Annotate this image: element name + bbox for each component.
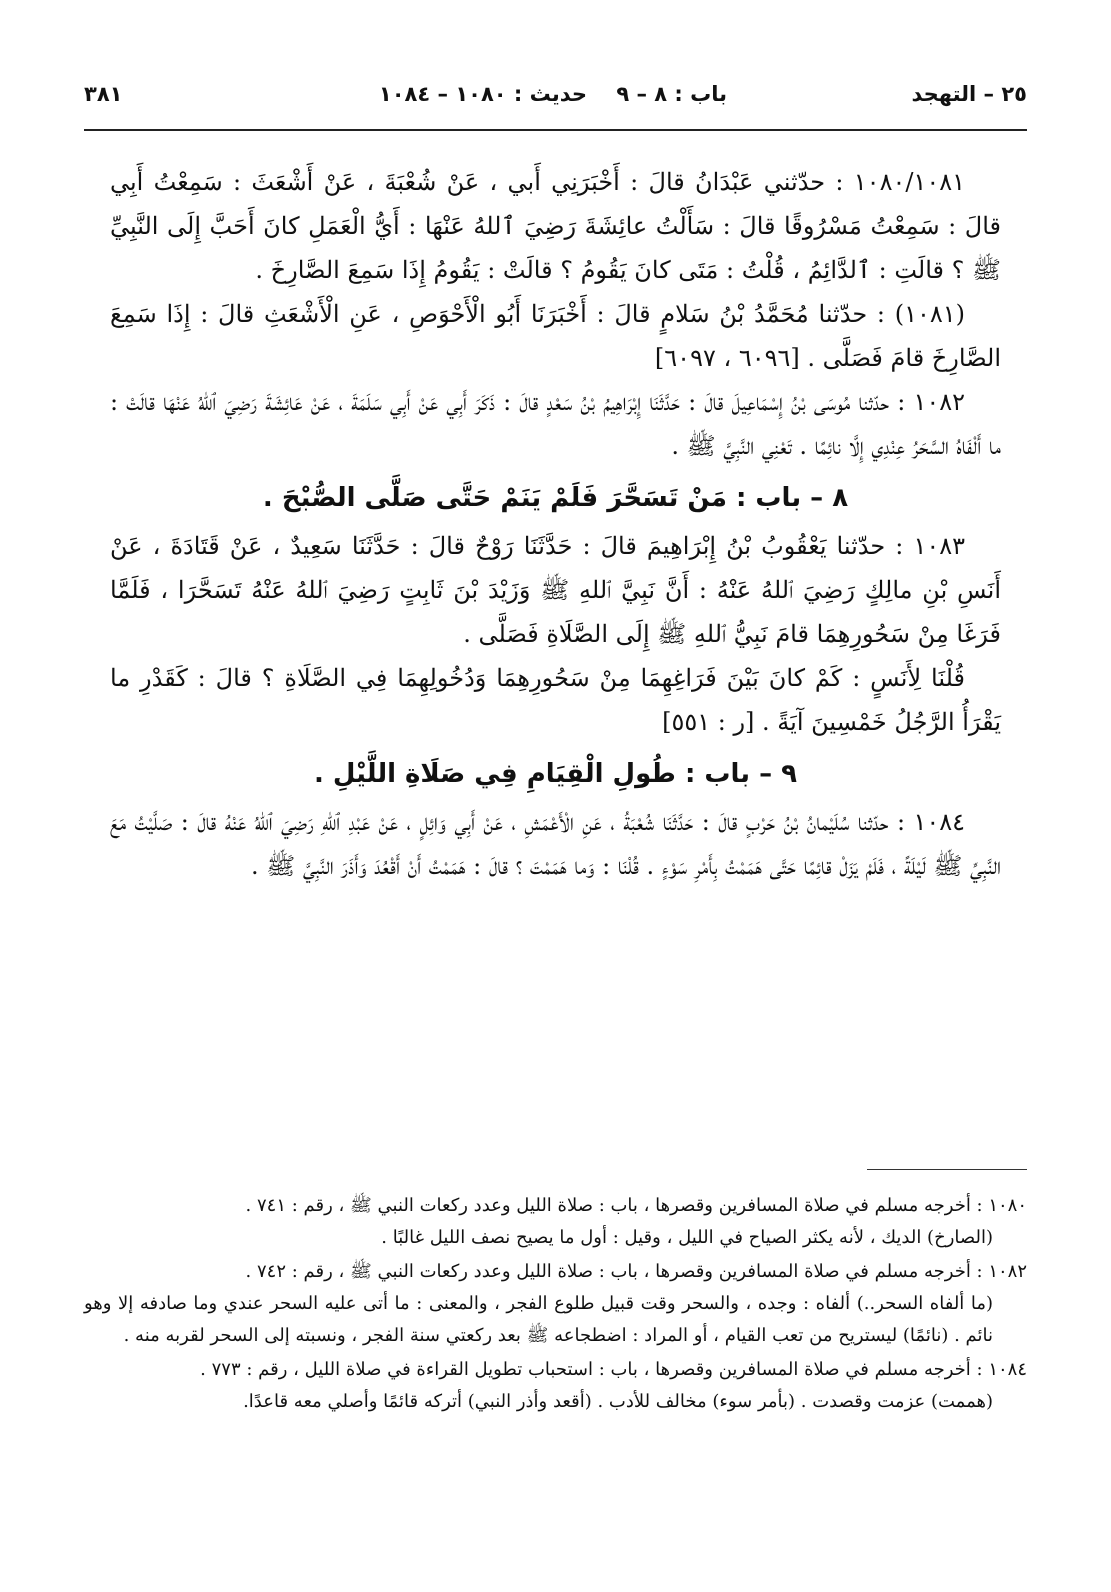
header-rule bbox=[84, 129, 1027, 131]
main-text bbox=[110, 160, 1001, 888]
hadith-1083: ١٠٨٣ : حدّثنا يَعْقُوبُ بْنُ إِبْرَاهِيمَ قالَ : حَدَّثَنَا رَوْحٌ قالَ : حَدَّثَنَا سَعِيدٌ ، عَنْ قَتَادَةَ ، عَنْ أَنَسِ بْنِ مالِكٍ رَضِيَ ٱللهُ عَنْهُ : أَنَّ نَبِيَّ ٱللهِ ﷺ وَزَيْدَ بْنَ ثَابِتٍ رَضِيَ ٱللهُ عَنْهُ تَسَحَّرَا ، فَلَمَّا فَرَغَا مِنْ سَحُورِهِمَا قامَ نَبِيُّ ٱللهِ ﷺ إِلَى الصَّلَاةِ فَصَلَّى . bbox=[110, 532, 1001, 648]
footnote-1082-source: ١٠٨٢ : أخرجه مسلم في صلاة المسافرين وقصرها ، باب : صلاة الليل وعدد ركعات النبي ﷺ ، رقم : ٧٤٢ . bbox=[245, 1261, 1027, 1282]
footnote-1080-gloss: (الصارخ) الديك ، لأنه يكثر الصياح في الليل ، وقيل : أول ما يصيح نصف الليل غالبًا . bbox=[381, 1227, 993, 1248]
footnote-1082 bbox=[84, 1256, 1027, 1352]
footnote-rule bbox=[867, 1169, 1027, 1170]
hadith-1083-continued: قُلْنَا لِأَنَسٍ : كَمْ كانَ بَيْنَ فَرَاغِهِمَا مِنْ سَحُورِهِمَا وَدُخُولِهِمَا فِي الصَّلَاةِ ؟ قالَ : كَقَدْرِ ما يَقْرَأُ الرَّجُلُ خَمْسِينَ آيَةً . [ر : ٥٥١] bbox=[110, 664, 1001, 736]
page-number: ٣٨١ bbox=[84, 82, 123, 106]
footnote-1082-gloss: (ما ألفاه السحر..) ألفاه : وجده ، والسحر وقت قبيل طلوع الفجر ، والمعنى : ما أتى عليه السحر عندي وما صادفه إلا وهو نائم . (نائمًا) ليستريح من تعب القيام ، أو المراد : اضطجاعه ﷺ بعد ركعتي سنة الفجر ، ونسبته إلى السحر لقربه منه . bbox=[84, 1293, 993, 1346]
hadith-1084: ١٠٨٤ : حدّثنا سُلَيْمانُ بْنُ حَرْبٍ قالَ : حَدَّثَنَا شُعْبَةُ ، عَنِ الْأَعْمَشِ ، عَنْ أَبِي وَائِلٍ ، عَنْ عَبْدِ ٱللهِ رَضِيَ ٱللهُ عَنْهُ قالَ : صَلَّيْتُ مَعَ النَّبِيِّ ﷺ لَيْلَةً ، فَلَمْ يَزَلْ قائِمًا حَتَّى هَمَمْتُ بِأَمْرِ سَوْءٍ . قُلْنَا : وَما هَمَمْتَ ؟ قالَ : هَمَمْتُ أَنْ أَقْعُدَ وَأَذَرَ النَّبِيَّ ﷺ . bbox=[110, 808, 1001, 880]
hadith-1080: ١٠٨٠/١٠٨١ : حدّثني عَبْدَانُ قالَ : أَخْبَرَنِي أَبي ، عَنْ شُعْبَةَ ، عَنْ أَشْعَثَ : سَمِعْتُ أَبِي قالَ : سَمِعْتُ مَسْرُوقًا قالَ : سَأَلْتُ عائِشَةَ رَضِيَ ٱللهُ عَنْهَا : أَيُّ الْعَمَلِ كانَ أَحَبَّ إِلَى النَّبِيِّ ﷺ ؟ قالَتِ : ٱلدَّائِمُ ، قُلْتُ : مَتَى كانَ يَقُومُ ؟ قالَتْ : يَقُومُ إِذَا سَمِعَ الصَّارِخَ . bbox=[110, 168, 1002, 284]
footnote-1080 bbox=[84, 1190, 1027, 1254]
chapter-heading-9: ٩ – باب : طُولِ الْقِيَامِ فِي صَلَاةِ اللَّيْلِ . bbox=[313, 759, 798, 789]
chapter-title: ٢٥ – التهجد bbox=[911, 82, 1027, 106]
hadith-1082: ١٠٨٢ : حدّثنا مُوسَى بْنُ إِسْمَاعِيلَ قالَ : حَدَّثَنَا إِبْرَاهِيمُ بْنُ سَعْدٍ قالَ : ذَكَرَ أَبِي عَنْ أَبِي سَلَمَةَ ، عَنْ عَائِشَةَ رَضِيَ ٱللهُ عَنْهَا قالَتْ : ما أَلْفَاهُ السَّحَرُ عِنْدِي إِلَّا نائِمًا . تَعْنِي النَّبِيَّ ﷺ . bbox=[110, 388, 1001, 460]
footnote-1084-gloss: (هممت) عزمت وقصدت . (بأمر سوء) مخالف للأدب . (أقعد وأذر النبي) أتركه قائمًا وأصلي معه قاعدًا. bbox=[243, 1391, 993, 1412]
hadith-range: حديث : ١٠٨٠ – ١٠٨٤ bbox=[378, 82, 587, 106]
footnote-1084 bbox=[84, 1354, 1027, 1418]
footnotes bbox=[84, 1190, 1027, 1420]
bab-range: باب : ٨ – ٩ bbox=[616, 82, 727, 106]
running-header bbox=[84, 82, 1027, 114]
footnote-1080-source: ١٠٨٠ : أخرجه مسلم في صلاة المسافرين وقصرها ، باب : صلاة الليل وعدد ركعات النبي ﷺ ، رقم : ٧٤١ . bbox=[245, 1195, 1027, 1216]
footnote-1084-source: ١٠٨٤ : أخرجه مسلم في صلاة المسافرين وقصرها ، باب : استحباب تطويل القراءة في صلاة الليل ، رقم : ٧٧٣ . bbox=[200, 1359, 1027, 1380]
chapter-heading-8: ٨ – باب : مَنْ تَسَحَّرَ فَلَمْ يَنَمْ حَتَّى صَلَّى الصُّبْحَ . bbox=[262, 483, 849, 513]
hadith-1081: (١٠٨١) : حدّثنا مُحَمَّدُ بْنُ سَلامٍ قالَ : أَخْبَرَنَا أَبُو الْأَحْوَصِ ، عَنِ الْأَشْعَثِ قالَ : إِذَا سَمِعَ الصَّارِخَ قامَ فَصَلَّى . [٦٠٩٦ ، ٦٠٩٧] bbox=[110, 300, 1001, 372]
